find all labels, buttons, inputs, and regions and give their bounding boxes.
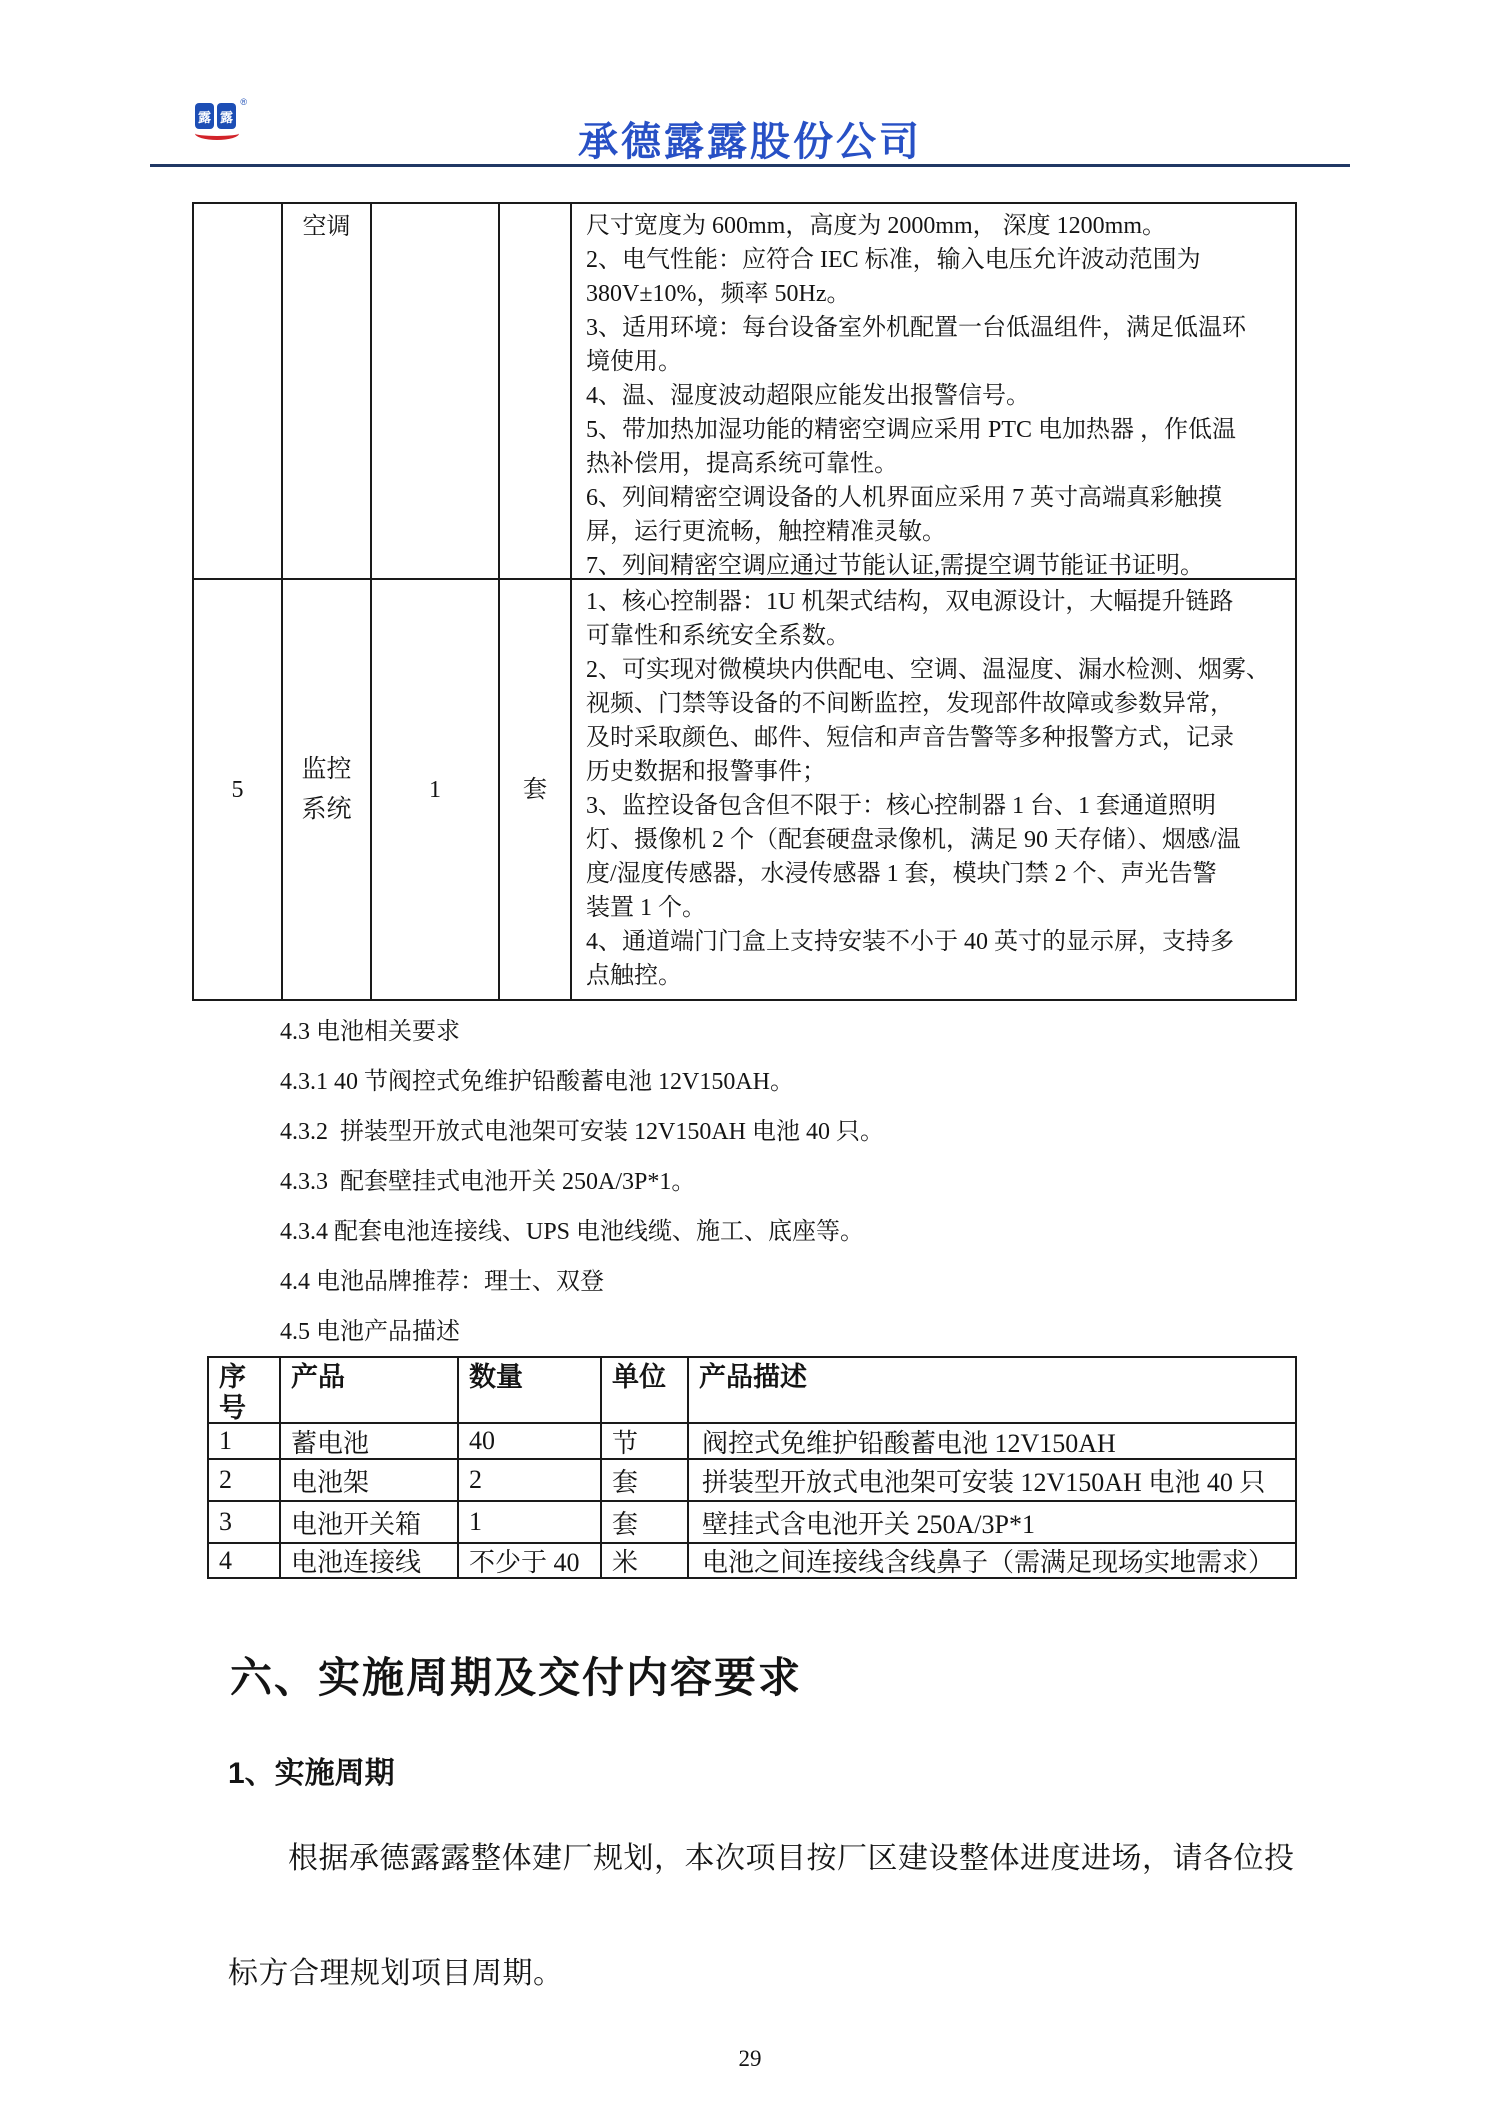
battery-row-product: 电池开关箱	[281, 1502, 459, 1544]
spec-desc-line: 5、带加热加湿功能的精密空调应采用 PTC 电加热器 ，作低温	[586, 417, 1237, 443]
spec-desc-line: 度/湿度传感器，水浸传感器 1 套，模块门禁 2 个、声光告警	[586, 861, 1217, 887]
battery-table	[207, 1356, 1297, 1579]
logo-tile-right: 露	[217, 103, 236, 129]
chapter-title: 六、实施周期及交付内容要求	[230, 1656, 803, 1702]
spec-desc-line: 1、核心控制器：1U 机架式结构，双电源设计，大幅提升链路	[586, 589, 1234, 615]
battery-row-seq: 3	[209, 1502, 281, 1544]
spec-table	[192, 202, 1297, 1001]
spec-desc-line: 3、适用环境：每台设备室外机配置一台低温组件，满足低温环	[586, 315, 1246, 341]
battery-row-unit: 套	[602, 1502, 689, 1544]
spec-desc-line: 2、电气性能：应符合 IEC 标准，输入电压允许波动范围为	[586, 247, 1201, 273]
battery-row-qty: 不少于 40	[459, 1544, 602, 1579]
spec-desc-line: 可靠性和系统安全系数。	[586, 623, 850, 649]
spec-desc-line: 380V±10%，频率 50Hz。	[586, 281, 851, 307]
spec-cell-product: 空调	[283, 204, 372, 580]
spec-desc-line: 热补偿用，提高系统可靠性。	[586, 451, 898, 477]
chapter-subsection: 1、实施周期	[228, 1757, 395, 1790]
spec-cell-product: 监控系统	[283, 580, 372, 1001]
spec-desc-line: 灯、摄像机 2 个（配套硬盘录像机，满足 90 天存储）、烟感/温	[586, 827, 1241, 853]
battery-header-desc: 产品描述	[689, 1358, 1297, 1424]
battery-header-seq: 序号	[209, 1358, 281, 1424]
battery-row-desc: 拼装型开放式电池架可安装 12V150AH 电池 40 只	[689, 1460, 1297, 1502]
spec-desc-line: 3、监控设备包含但不限于：核心控制器 1 台、1 套通道照明	[586, 793, 1216, 819]
spec-desc-line: 视频、门禁等设备的不间断监控，发现部件故障或参数异常，	[586, 691, 1234, 717]
spec-desc-line: 6、列间精密空调设备的人机界面应采用 7 英寸高端真彩触摸	[586, 485, 1222, 511]
battery-row-product: 蓄电池	[281, 1424, 459, 1460]
section-line-4-5: 4.5 电池产品描述	[280, 1318, 460, 1345]
battery-row-seq: 2	[209, 1460, 281, 1502]
spec-desc-line: 4、温、湿度波动超限应能发出报警信号。	[586, 383, 1030, 409]
section-line-4-4: 4.4 电池品牌推荐：理士、双登	[280, 1268, 604, 1295]
battery-row-unit: 节	[602, 1424, 689, 1460]
battery-row-unit: 米	[602, 1544, 689, 1579]
battery-header-qty: 数量	[459, 1358, 602, 1424]
spec-cell-seq: 5	[194, 580, 283, 1001]
spec-desc-line: 尺寸宽度为 600mm，高度为 2000mm， 深度 1200mm。	[586, 213, 1167, 239]
spec-desc-line: 点触控。	[586, 963, 682, 989]
battery-row-seq: 1	[209, 1424, 281, 1460]
section-line-4-3: 4.3 电池相关要求	[280, 1018, 460, 1045]
section-line-4-3-4: 4.3.4 配套电池连接线、UPS 电池线缆、施工、底座等。	[280, 1218, 865, 1245]
section-line-4-3-1: 4.3.1 40 节阀控式免维护铅酸蓄电池 12V150AH。	[280, 1068, 794, 1095]
battery-row-desc: 阀控式免维护铅酸蓄电池 12V150AH	[689, 1424, 1297, 1460]
logo-tile-left: 露	[195, 103, 214, 129]
section-line-4-3-3: 4.3.3 配套壁挂式电池开关 250A/3P*1。	[280, 1168, 696, 1195]
spec-desc-line: 7、列间精密空调应通过节能认证,需提空调节能证书证明。	[586, 553, 1204, 579]
paragraph-line: 标方合理规划项目周期。	[228, 1957, 564, 1990]
spec-cell-unit: 套	[500, 580, 572, 1001]
spec-desc-line: 境使用。	[586, 349, 682, 375]
battery-row-seq: 4	[209, 1544, 281, 1579]
spec-cell-desc	[572, 580, 1297, 1001]
spec-cell-unit	[500, 204, 572, 580]
spec-desc-line: 装置 1 个。	[586, 895, 706, 921]
battery-requirements	[280, 1003, 884, 1353]
spec-desc-line: 4、通道端门门盒上支持安装不小于 40 英寸的显示屏，支持多	[586, 929, 1234, 955]
battery-row-desc: 壁挂式含电池开关 250A/3P*1	[689, 1502, 1297, 1544]
spec-desc-line: 屏，运行更流畅，触控精准灵敏。	[586, 519, 946, 545]
paragraph-line: 根据承德露露整体建厂规划，本次项目按厂区建设整体进度进场，请各位投	[288, 1842, 1295, 1875]
battery-row-product: 电池连接线	[281, 1544, 459, 1579]
battery-header-product: 产品	[281, 1358, 459, 1424]
spec-cell-seq	[194, 204, 283, 580]
registered-trademark-icon: ®	[240, 97, 247, 107]
spec-cell-desc	[572, 204, 1297, 580]
battery-row-qty: 40	[459, 1424, 602, 1460]
spec-desc-line: 及时采取颜色、邮件、短信和声音告警等多种报警方式，记录	[586, 725, 1234, 751]
battery-header-unit: 单位	[602, 1358, 689, 1424]
spec-cell-qty: 1	[372, 580, 500, 1001]
battery-row-unit: 套	[602, 1460, 689, 1502]
company-title: 承德露露股份公司	[578, 120, 922, 164]
battery-row-qty: 1	[459, 1502, 602, 1544]
header-divider	[150, 164, 1350, 167]
battery-row-product: 电池架	[281, 1460, 459, 1502]
page-number: 29	[738, 2046, 762, 2071]
spec-desc-line: 2、可实现对微模块内供配电、空调、温湿度、漏水检测、烟雾、	[586, 657, 1270, 683]
section-line-4-3-2: 4.3.2 拼装型开放式电池架可安装 12V150AH 电池 40 只。	[280, 1118, 884, 1145]
battery-row-qty: 2	[459, 1460, 602, 1502]
spec-cell-qty	[372, 204, 500, 580]
spec-desc-line: 历史数据和报警事件；	[586, 759, 826, 785]
battery-row-desc: 电池之间连接线含线鼻子（需满足现场实地需求）	[689, 1544, 1297, 1579]
